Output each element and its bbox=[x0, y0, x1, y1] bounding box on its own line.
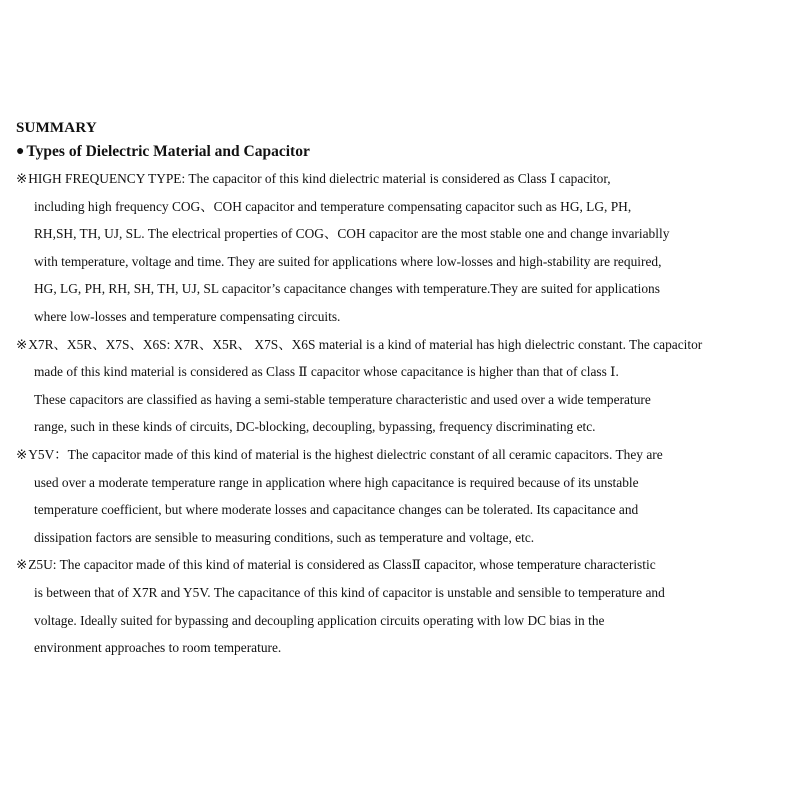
paragraph-line: ※Z5U: The capacitor made of this kind of material is considered as ClassⅡ capacitor, whose temperature characteristic bbox=[16, 557, 656, 573]
reference-mark-icon: ※ bbox=[16, 171, 28, 186]
paragraph-y5v bbox=[16, 441, 788, 551]
paragraph-line: with temperature, voltage and time. They are suited for applications where low-losses and high-stability are required, bbox=[34, 253, 662, 269]
paragraph-line: ※X7R、X5R、X7S、X6S: X7R、X5R、 X7S、X6S material is a kind of material has high dielectric constant. The capacitor bbox=[16, 336, 703, 352]
paragraph-line: These capacitors are classified as having a semi-stable temperature characteristic and used over a wide temperature bbox=[34, 391, 651, 407]
paragraph-z5u bbox=[16, 551, 788, 661]
paragraph-line: temperature coefficient, but where moderate losses and capacitance changes can be tolerated. Its capacitance and bbox=[34, 502, 639, 518]
paragraph-line: ※HIGH FREQUENCY TYPE: The capacitor of this kind dielectric material is considered as Class Ⅰ capacitor, bbox=[16, 171, 611, 186]
paragraph-line: used over a moderate temperature range in application where high capacitance is required because of its unstable bbox=[34, 474, 639, 490]
paragraph-line: ※Y5V：The capacitor made of this kind of material is the highest dielectric constant of all ceramic capacitors. They are bbox=[16, 446, 663, 462]
summary-heading: SUMMARY bbox=[16, 120, 97, 136]
paragraph-line: voltage. Ideally suited for bypassing and decoupling application circuits operating with low DC bias in the bbox=[34, 612, 605, 628]
reference-mark-icon: ※ bbox=[16, 446, 28, 462]
bullet-icon: ● bbox=[16, 144, 25, 159]
paragraph-x7r bbox=[16, 331, 788, 441]
paragraph-line: environment approaches to room temperature. bbox=[34, 640, 282, 656]
paragraph-high-frequency bbox=[16, 165, 788, 331]
reference-mark-icon: ※ bbox=[16, 557, 28, 573]
paragraph-line: is between that of X7R and Y5V. The capacitance of this kind of capacitor is unstable and sensible to temperature and bbox=[34, 584, 665, 600]
document bbox=[16, 120, 788, 662]
paragraph-line: HG, LG, PH, RH, SH, TH, UJ, SL capacitor’s capacitance changes with temperature.They are suited for applications bbox=[34, 281, 660, 297]
paragraph-line: where low-losses and temperature compensating circuits. bbox=[34, 308, 341, 324]
paragraph-line: including high frequency COG、COH capacitor and temperature compensating capacitor such as HG, LG, PH, bbox=[34, 198, 632, 214]
paragraph-line: RH,SH, TH, UJ, SL. The electrical properties of COG、COH capacitor are the most stable one and change invariablly bbox=[34, 226, 670, 242]
paragraph-line: dissipation factors are sensible to measuring conditions, such as temperature and voltage, etc. bbox=[34, 529, 535, 545]
paragraph-line: made of this kind material is considered as Class Ⅱ capacitor whose capacitance is higher than that of class Ⅰ. bbox=[34, 364, 619, 380]
reference-mark-icon: ※ bbox=[16, 336, 28, 352]
section-title-text: Types of Dielectric Material and Capacitor bbox=[26, 143, 310, 160]
paragraph-line: range, such in these kinds of circuits, DC-blocking, decoupling, bypassing, frequency discriminating etc. bbox=[34, 419, 596, 435]
section-title bbox=[16, 143, 788, 161]
